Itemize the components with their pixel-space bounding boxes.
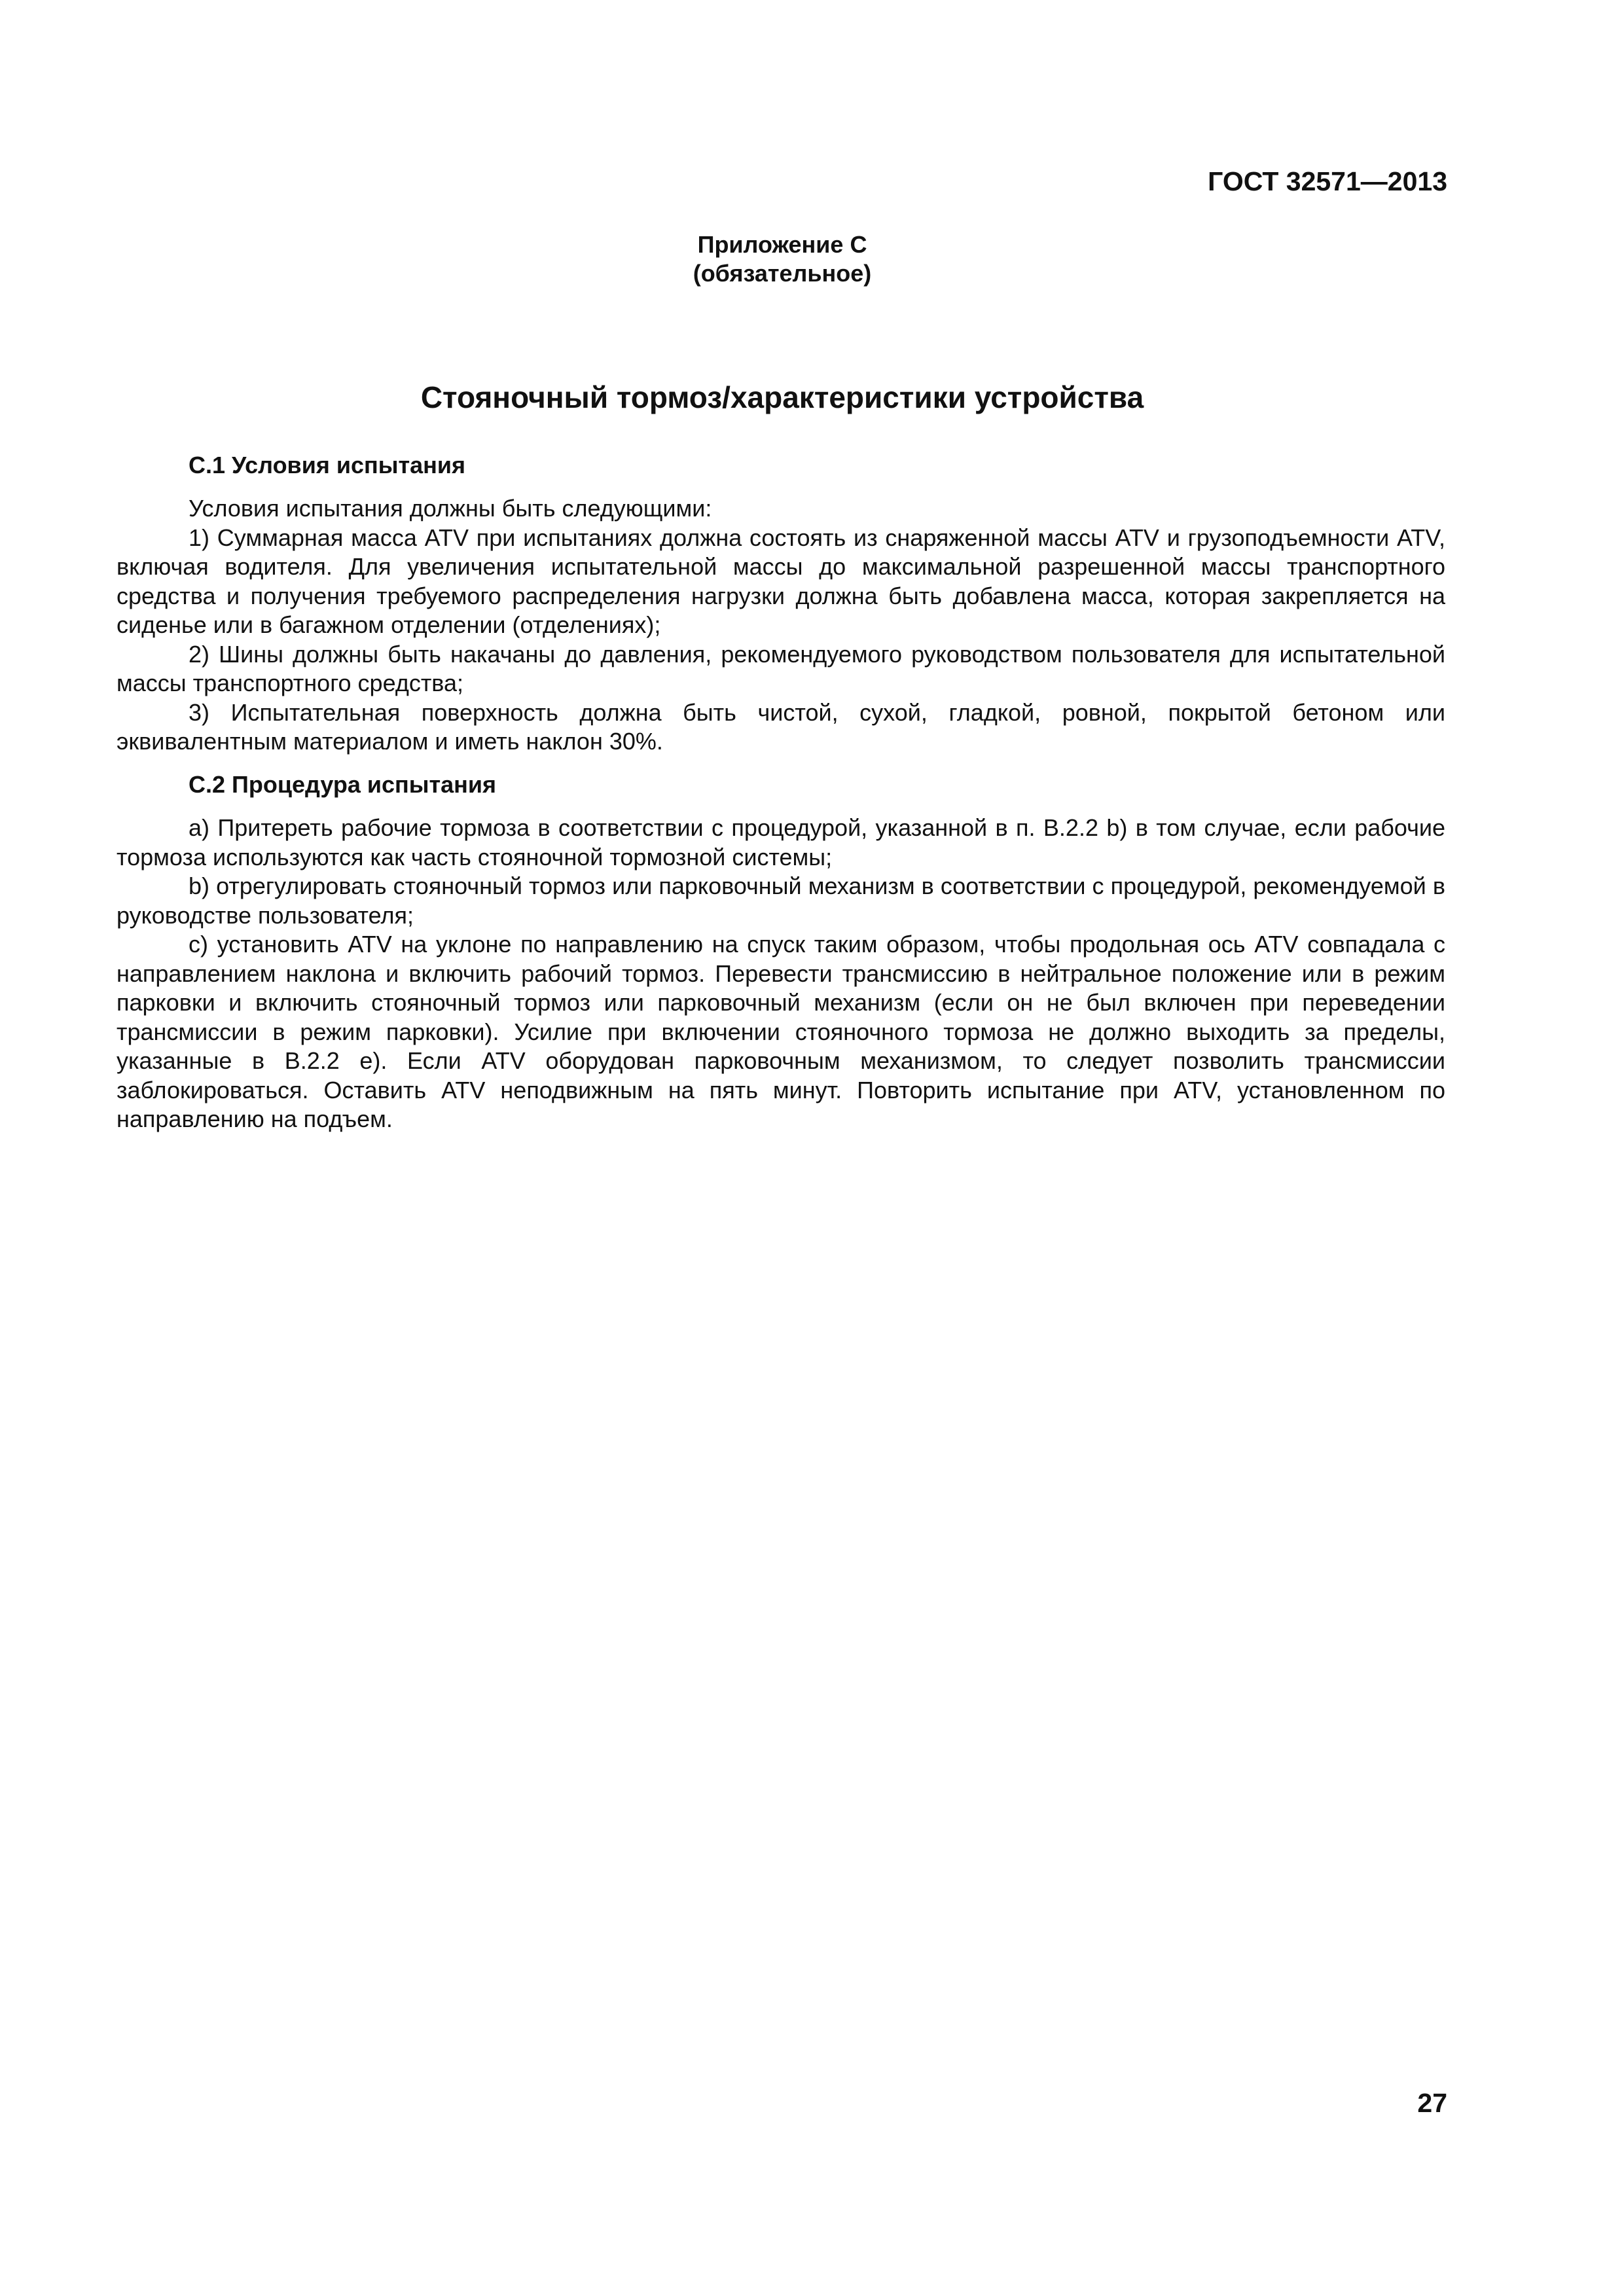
appendix-title: Приложение С	[697, 231, 867, 258]
paragraph: Условия испытания должны быть следующими:	[189, 495, 712, 522]
section-body-c1	[117, 494, 1445, 757]
page-title: Стояночный тормоз/характеристики устройства	[420, 380, 1144, 414]
appendix-status: (обязательное)	[693, 260, 872, 287]
paragraph: 1) Суммарная масса ATV при испытаниях должна состоять из снаряженной массы ATV и грузоподъемности ATV, включая водителя. Для увеличения испытательной массы до максимальной разрешенной массы транспортного средства и получения требуемого распределения нагрузки должна быть добавлена масса, которая закрепляется на сиденье или в багажном отделении (отделениях);	[117, 524, 1445, 638]
section-heading-c1: С.1 Условия испытания	[189, 452, 465, 478]
section-body-c2	[117, 814, 1445, 1134]
paragraph: 3) Испытательная поверхность должна быть чистой, сухой, гладкой, ровной, покрытой бетоном или эквивалентным материалом и иметь наклон 30%.	[117, 698, 1445, 755]
appendix-label	[0, 230, 1564, 288]
paragraph: 2) Шины должны быть накачаны до давления, рекомендуемого руководством пользователя для испытательной массы транспортного средства;	[117, 640, 1445, 696]
paragraph: а) Притереть рабочие тормоза в соответствии с процедурой, указанной в п. В.2.2 b) в том случае, если рабочие тормоза используются как часть стояночной тормозной системы;	[117, 814, 1445, 870]
page-number: 27	[1417, 2088, 1447, 2118]
document-code: ГОСТ 32571—2013	[1208, 166, 1447, 196]
paragraph: с) установить ATV на уклоне по направлению на спуск таким образом, чтобы продольная ось ATV совпадала с направлением наклона и включить рабочий тормоз. Перевести трансмиссию в нейтральное положение или в режим парковки и включить стояночный тормоз или парковочный механизм (если он не был включен при переведении трансмиссии в режим парковки). Усилие при включении стояночного тормоза не должно выходить за пределы, указанные в В.2.2 е). Если ATV оборудован парковочным механизмом, то следует позволить трансмиссии заблокироваться. Оставить ATV неподвижным на пять минут. Повторить испытание при ATV, установленном по направлению на подъем.	[117, 931, 1445, 1132]
paragraph: b) отрегулировать стояночный тормоз или парковочный механизм в соответствии с процедурой, рекомендуемой в руководстве пользователя;	[117, 872, 1445, 929]
section-heading-c2: С.2 Процедура испытания	[189, 771, 497, 798]
